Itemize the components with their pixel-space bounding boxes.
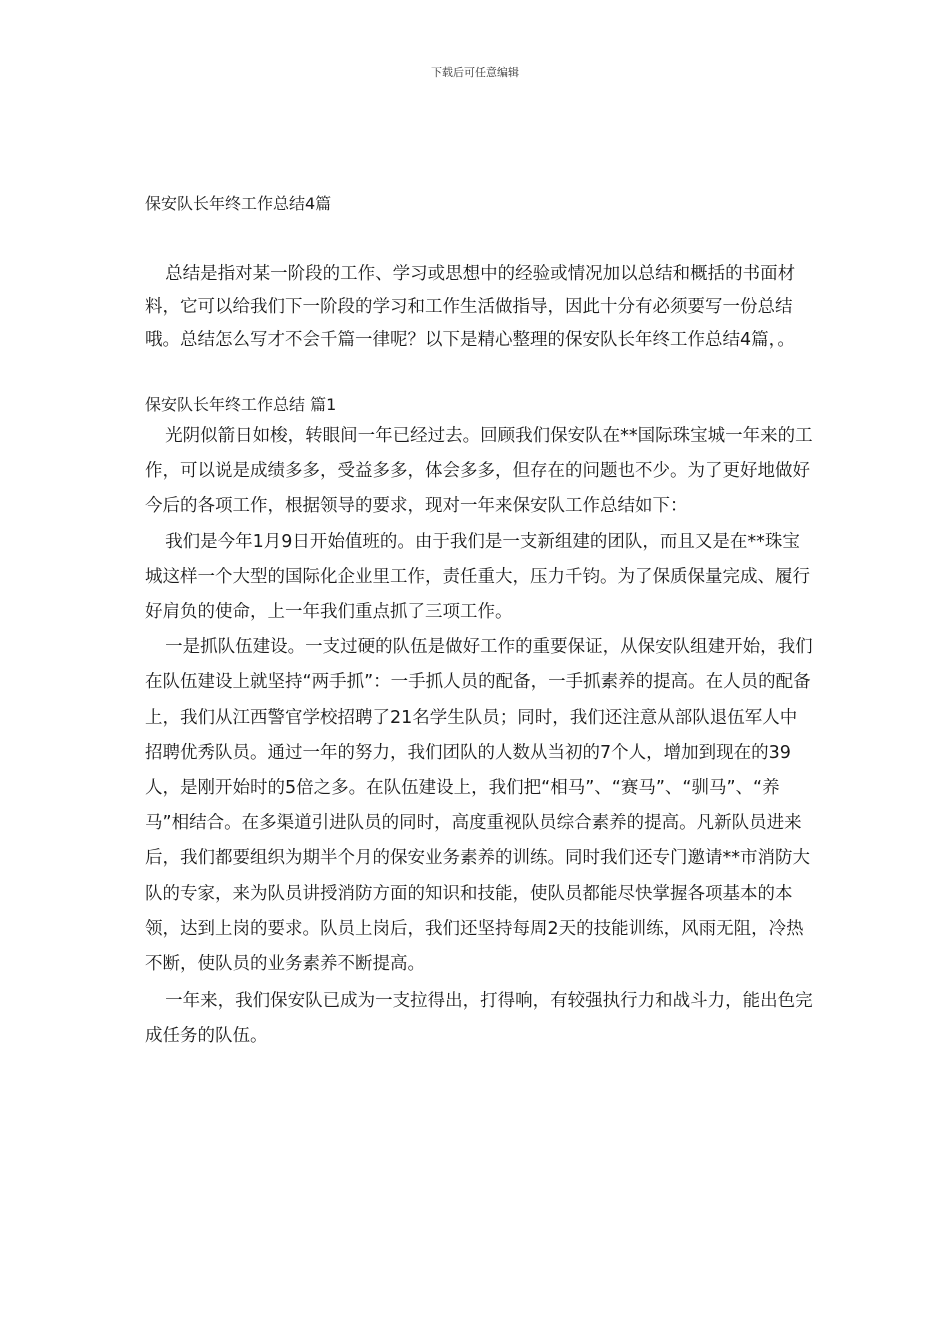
document-title: 保安队长年终工作总结4篇 <box>145 194 332 213</box>
section-title: 保安队长年终工作总结 篇1 <box>145 395 337 414</box>
intro-paragraph: 总结是指对某一阶段的工作、学习或思想中的经验或情况加以总结和概括的书面材料，它可以给我们下一阶段的学习和工作生活做指导，因此十分有必须要写一份总结哦。总结怎么写才不会千篇一律呢？以下是精心整理的保安队长年终工作总结4篇，。 <box>145 264 796 350</box>
body-paragraph: 我们是今年1月9日开始值班的。由于我们是一支新组建的团队，而且又是在**珠宝城这样一个大型的国际化企业里工作，责任重大，压力千钧。为了保质保量完成、履行好肩负的使命，上一年我们重点抓了三项工作。 <box>145 531 810 623</box>
header-note: 下载后可任意编辑 <box>431 66 519 79</box>
document-body <box>145 190 813 1055</box>
body-paragraph: 一年来，我们保安队已成为一支拉得出，打得响，有较强执行力和战斗力，能出色完成任务的队伍。 <box>145 991 813 1047</box>
body-paragraph: 光阴似箭日如梭，转眼间一年已经过去。回顾我们保安队在**国际珠宝城一年来的工作，可以说是成绩多多，受益多多，体会多多，但存在的问题也不少。为了更好地做好今后的各项工作，根据领导的要求，现对一年来保安队工作总结如下： <box>145 426 813 517</box>
body-paragraph: 一是抓队伍建设。一支过硬的队伍是做好工作的重要保证，从保安队组建开始，我们在队伍建设上就坚持“两手抓”：一手抓人员的配备，一手抓素养的提高。在人员的配备上，我们从江西警官学校招聘了21名学生队员；同时，我们还注意从部队退伍军人中招聘优秀队员。通过一年的努力，我们团队的人数从当初的7个人，增加到现在的39人，是刚开始时的5倍之多。在队伍建设上，我们把“相马”、“赛马”、“驯马”、“养马”相结合。在多渠道引进队员的同时，高度重视队员综合素养的提高。凡新队员进来后，我们都要组织为期半个月的保安业务素养的训练。同时我们还专门邀请**市消防大队的专家，来为队员讲授消防方面的知识和技能，使队员都能尽快掌握各项基本的本领，达到上岗的要求。队员上岗后，我们还坚持每周2天的技能训练，风雨无阻，冷热不断，使队员的业务素养不断提高。 <box>145 637 813 975</box>
